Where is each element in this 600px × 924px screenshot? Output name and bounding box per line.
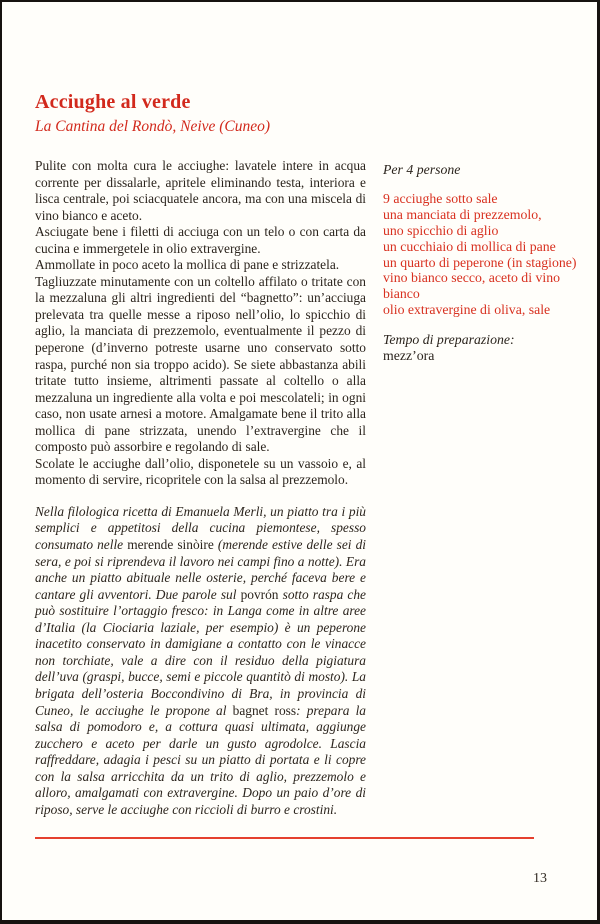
ingredient-item: vino bianco secco, aceto di vino bianco [383,270,561,302]
recipe-step: Asciugate bene i filetti di acciuga con un telo o con carta da cucina e immergetele in olio extravergine. [35,224,366,256]
serves-label: Per 4 persone [383,162,461,177]
commentary-segment-roman: povrón [240,586,279,602]
commentary-paragraph [35,504,366,818]
recipe-step: Scolate le acciughe dall’olio, disponetele su un vassoio e, al momento di servire, ricopritele con la salsa al prezzemolo. [35,455,366,488]
recipe-step: Tagliuzzate minutamente con un coltello affilato o tritate con la mezzaluna gli altri ingredienti del “bagnetto”: un’acciuga prelevata tra quelle messe a riposo nell’olio, lo spicchio di aglio, la manciata di prezzemolo, eventualmente il pezzo di peperone (d’inverno potreste usarne uno conservato sotto raspa, purché non sia troppo acido). Se siete abbastanza abili tritate tutto insieme, altrimenti passate al coltello o alla mezzaluna un ingrediente alla volta e poi mescolateli; in ogni caso, non usate arnesi a motore. Amalgamate bene il trito alla mollica di pane strizzata, unendo l’extravergine che il composto può assorbire e regolando di sale. [35,273,366,455]
ingredients-list [383,191,581,318]
prep-time-label: Tempo di preparazione: [383,332,515,348]
recipe-step: Pulite con molta cura le acciughe: lavatele intere in acqua corrente per dissalarle, apritele eliminando testa, interiora e lisca centrale, poi sciacquatele ancora, ma con una miscela di vino bianco e aceto. [35,158,366,223]
page-number: 13 [533,871,547,886]
prep-time-value: mezz’ora [383,348,435,364]
footer-rule-divider [35,837,534,839]
commentary-segment-roman: bagnet ross [232,702,297,718]
commentary-segment: sotto raspa che può sostituire l’ortaggio fresco: in Langa come in altre aree d’Italia (la Ciociaria laziale, per esempio) è un peperone inacetito conservato in damigiane a contatto con le vinacce non torchiate, vale a dire con il residuo della pigiatura dell’uva (graspi, bucce, semi e piccole quantitò di mosto). La brigata dell’osteria Boccondivino di Bra, in provincia di Cuneo, le acciughe le propone al [35,586,366,718]
ingredient-item: un cucchiaio di mollica di pane [383,238,556,254]
ingredients-panel [383,162,581,364]
commentary-segment: : prepara la salsa di pomodoro e, a cottura quasi ultimata, aggiunge zucchero e aceto per darle un gusto agrodolce. Lascia raffreddare, adagia i pesci su un piatto di portata e li copre con la salsa arricchita da un trito di aglio, prezzemolo e alloro, amalgamati con extravergine. Dopo un paio d’ore di riposo, serve le acciughe con riccioli di burro e crostini. [35,702,366,817]
ingredient-item: un quarto di peperone (in stagione) [383,254,577,270]
commentary-segment: Nella filologica ricetta di Emanuela Merli, un piatto tra i più semplici e appetitosi della cucina piemontese, spesso consumato nelle [35,503,366,553]
commentary-segment: (merende estive delle sei di sera, e poi si riprendeva il lavoro nei campi fino a notte). Era anche un piatto abituale nelle osterie, perché faceva bere e cantare gli avventori. Due parole sul [35,537,366,602]
recipe-body [35,158,366,818]
commentary-segment-roman: merende sinòire [127,537,214,553]
ingredient-item: olio extravergine di oliva, sale [383,302,551,318]
page-title: Acciughe al verde [35,91,191,113]
ingredient-item: uno spicchio di aglio [383,222,499,238]
ingredient-item: 9 acciughe sotto sale [383,190,498,206]
recipe-step: Ammollate in poco aceto la mollica di pane e strizzatela. [35,257,340,273]
recipe-source-subtitle: La Cantina del Rondò, Neive (Cuneo) [35,118,271,135]
ingredient-item: una manciata di prezzemolo, [383,206,542,222]
